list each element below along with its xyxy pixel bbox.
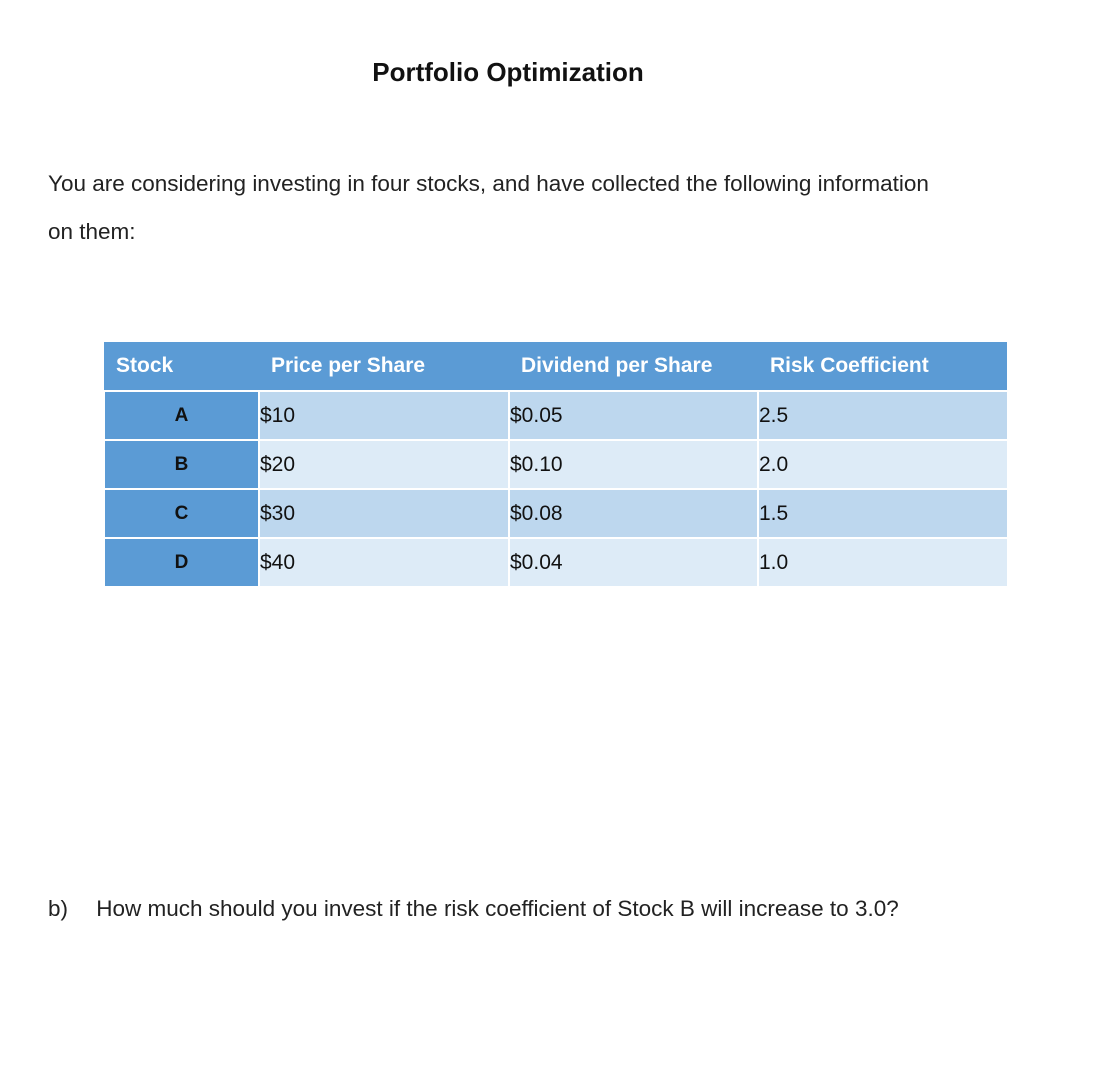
table-row xyxy=(104,538,1007,586)
intro-line-2: on them: xyxy=(48,219,136,244)
dividend-cell: $0.05 xyxy=(509,391,758,440)
dividend-cell: $0.04 xyxy=(509,538,758,586)
risk-cell: 1.0 xyxy=(758,538,1007,586)
stock-name-cell: B xyxy=(104,440,259,489)
risk-cell: 2.5 xyxy=(758,391,1007,440)
dividend-cell: $0.10 xyxy=(509,440,758,489)
price-cell: $40 xyxy=(259,538,509,586)
question-text: How much should you invest if the risk coefficient of Stock B will increase to 3.0? xyxy=(96,896,899,921)
risk-cell: 2.0 xyxy=(758,440,1007,489)
header-dividend-per-share: Dividend per Share xyxy=(509,342,758,391)
stock-name-cell: D xyxy=(104,538,259,586)
table-row xyxy=(104,489,1007,538)
stock-name-cell: C xyxy=(104,489,259,538)
dividend-cell: $0.08 xyxy=(509,489,758,538)
price-cell: $10 xyxy=(259,391,509,440)
table-row xyxy=(104,440,1007,489)
question-label: b) xyxy=(48,896,69,921)
header-risk-coefficient: Risk Coefficient xyxy=(758,342,1007,391)
price-cell: $20 xyxy=(259,440,509,489)
table-row xyxy=(104,391,1007,440)
question-b xyxy=(48,896,1048,922)
intro-paragraph xyxy=(48,160,1038,256)
stock-name-cell: A xyxy=(104,391,259,440)
header-stock: Stock xyxy=(104,342,259,391)
stock-info-table xyxy=(103,342,1007,586)
risk-cell: 1.5 xyxy=(758,489,1007,538)
table-header-row xyxy=(104,342,1007,391)
page-title: Portfolio Optimization xyxy=(372,57,644,87)
price-cell: $30 xyxy=(259,489,509,538)
header-price-per-share: Price per Share xyxy=(259,342,509,391)
intro-line-1: You are considering investing in four stocks, and have collected the following information xyxy=(48,171,929,196)
